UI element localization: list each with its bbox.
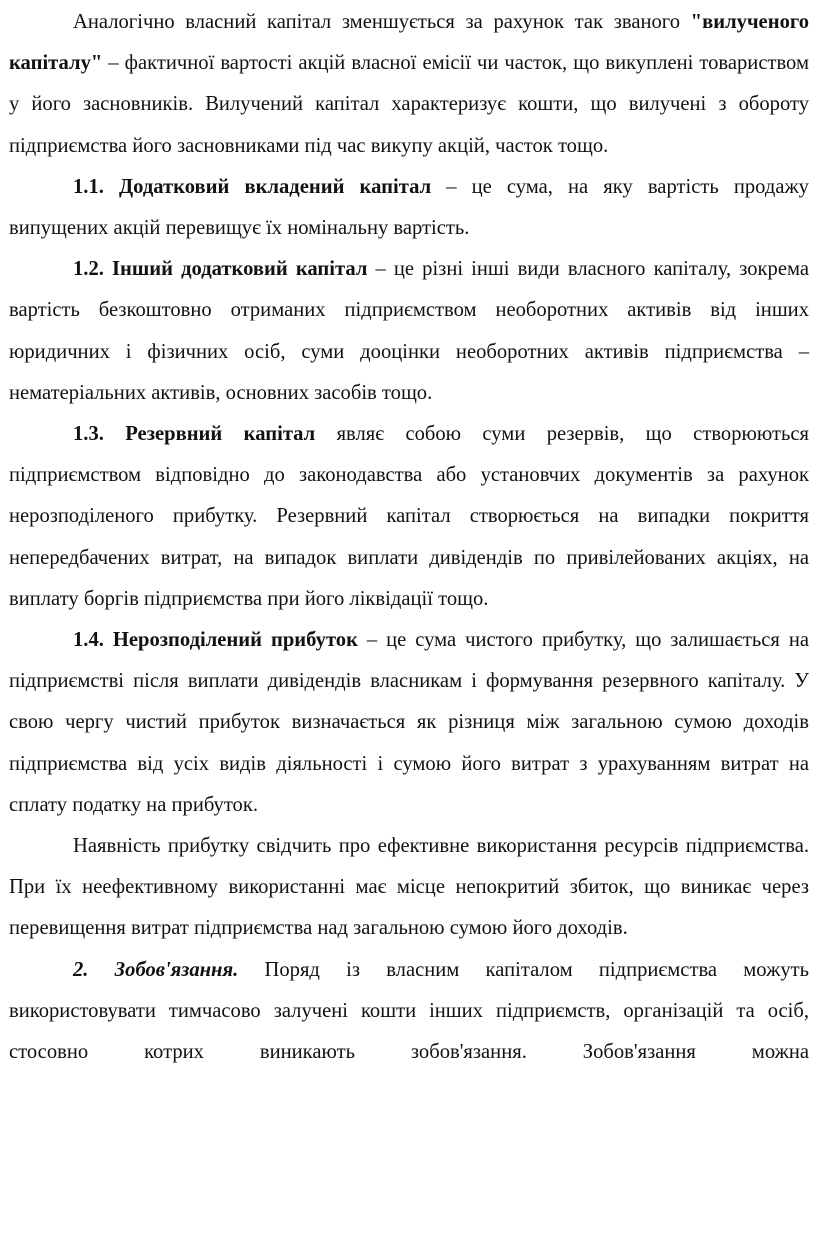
paragraph-reserve-capital (9, 414, 809, 620)
paragraph-withdrawn-capital (9, 2, 809, 167)
paragraph-text: Аналогічно власний капітал зменшується за рахунок так званого (73, 11, 691, 33)
paragraph-text: Поряд із власним капіталом підприємства можуть використовувати тимчасово залучені кошти інших підприємств, організацій та осіб, стосовно котрих виникають зобов'язання. Зобов'язання можна (9, 958, 810, 1064)
paragraph-text: – це сума, на яку вартість продажу випущених акцій перевищує їх номінальну вартість. (9, 175, 809, 240)
paragraph-liabilities (9, 950, 809, 1074)
document-page (9, 2, 809, 1073)
paragraph-text: – це різні інші види власного капіталу, зокрема вартість безкоштовно отриманих підприємством необоротних активів від інших юридичних і фізичних осіб, суми дооцінки необоротних активів підприємства – нематеріальних активів, основних засобів тощо. (9, 258, 809, 404)
paragraph-retained-earnings (9, 620, 809, 826)
paragraph-text: – фактичної вартості акцій власної емісії чи часток, що викуплені товариством у його засновників. Вилучений капітал характеризує кошти, що вилучені з обороту підприємства його засновниками під час викупу акцій, часток тощо. (9, 52, 809, 157)
heading-1-4: 1.4. Нерозподілений прибуток (73, 629, 358, 652)
paragraph-other-additional-capital (9, 249, 809, 414)
paragraph-text: Наявність прибутку свідчить про ефективне використання ресурсів підприємства. При їх неефективному використанні має місце непокритий збиток, що виникає через перевищення витрат підприємства над загальною сумою його доходів. (9, 835, 809, 940)
term-withdrawn-capital: "вилученого капіталу" (9, 11, 809, 75)
heading-1-2: 1.2. Інший додатковий капітал (73, 258, 368, 281)
paragraph-text: являє собою суми резервів, що створюються підприємством відповідно до законодавства або установчих документів за рахунок нерозподіленого прибутку. Резервний капітал створюється на випадки покриття непередбачених витрат, на випадок виплати дивідендів по привілейованих акціях, на виплату боргів підприємства при його ліквідації тощо. (9, 423, 809, 610)
paragraph-text: – це сума чистого прибутку, що залишається на підприємстві після виплати дивідендів власникам і формування резервного капіталу. У свою чергу чистий прибуток визначається як різниця між загальною сумою доходів підприємства від усіх видів діяльності і сумою його витрат з урахуванням витрат на сплату податку на прибуток. (9, 629, 810, 816)
heading-2: 2. Зобов'язання. (73, 958, 239, 981)
paragraph-profit-presence (9, 826, 809, 950)
heading-1-3: 1.3. Резервний капітал (73, 423, 316, 446)
paragraph-additional-paid-in-capital (9, 167, 809, 249)
heading-1-1: 1.1. Додатковий вкладений капітал (73, 175, 432, 198)
